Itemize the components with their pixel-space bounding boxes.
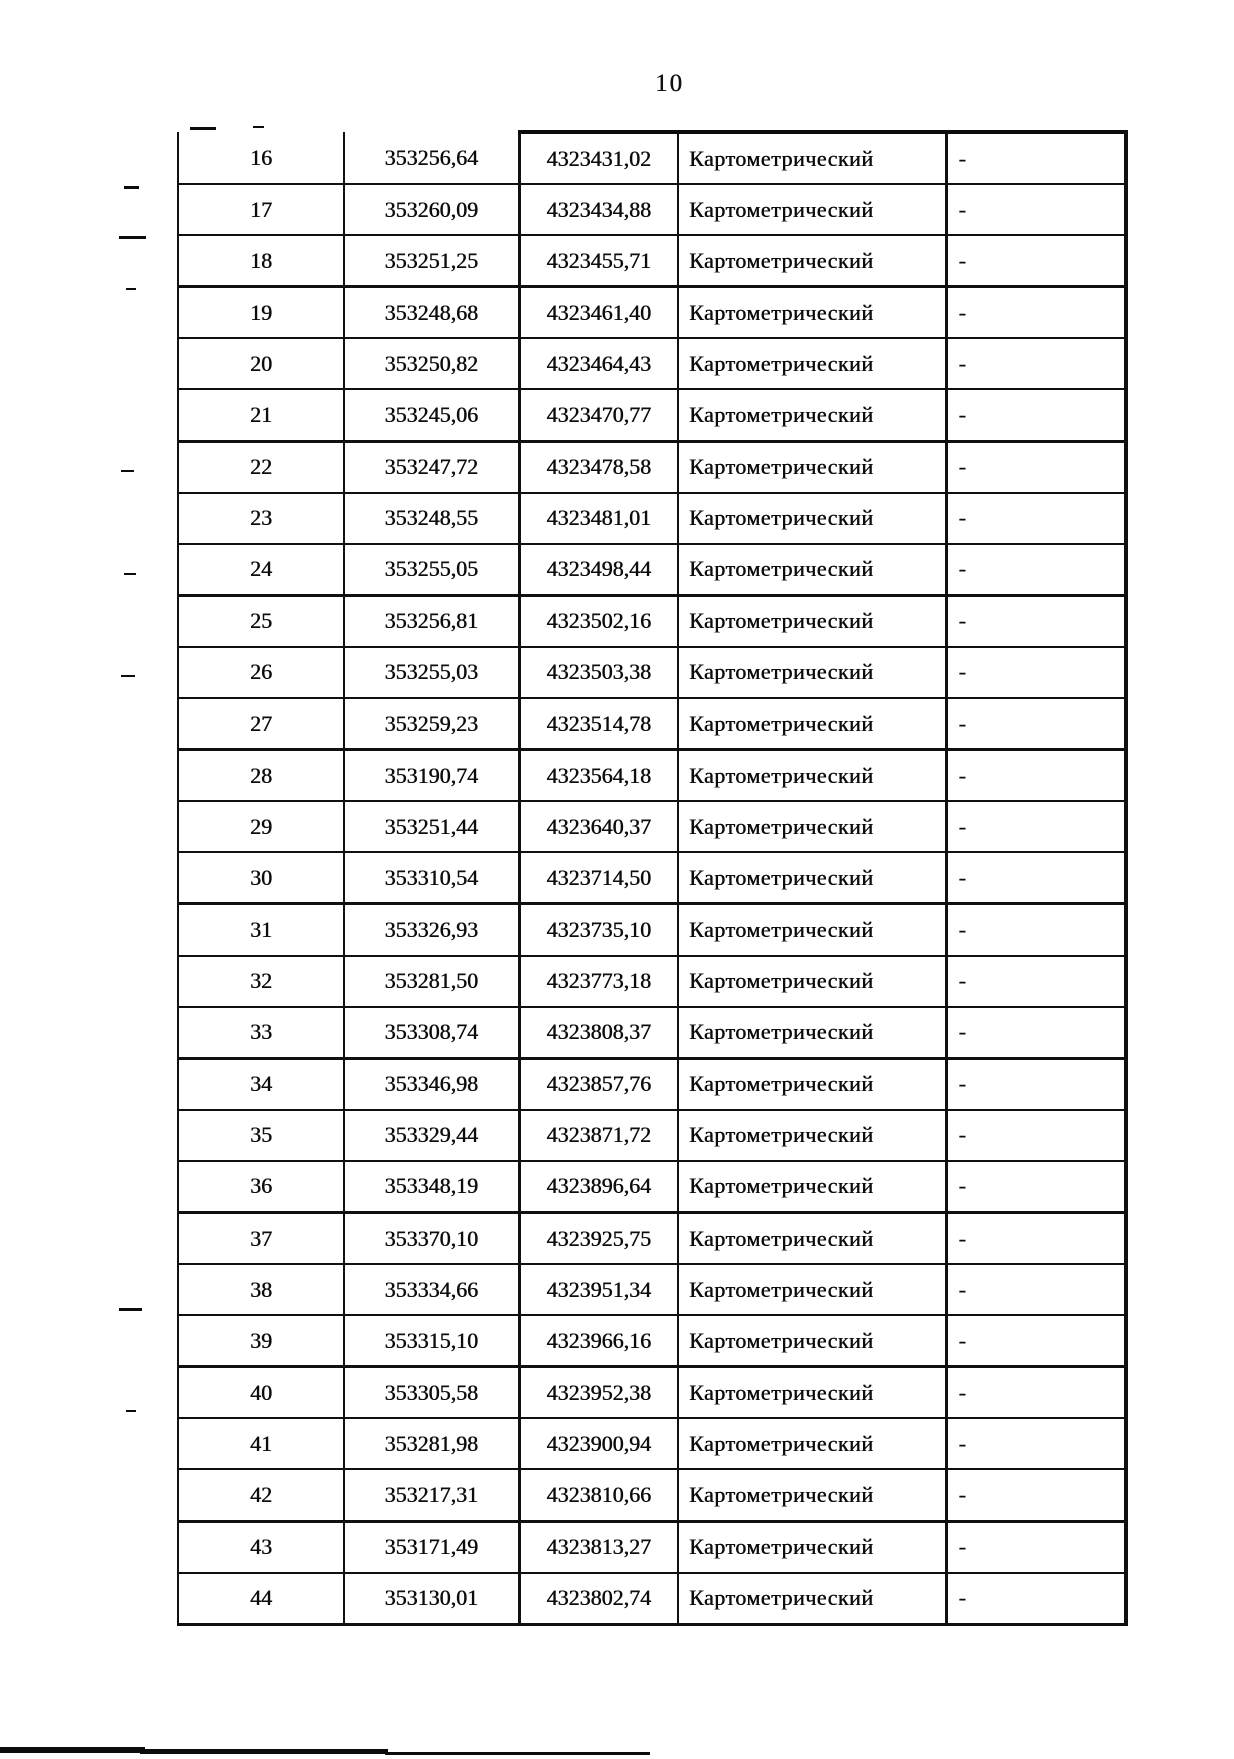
cell-y-coordinate: 4323564,18 [519, 750, 678, 802]
cell-x-coordinate: 353255,05 [344, 544, 519, 596]
cell-dash: - [946, 441, 1126, 493]
cell-x-coordinate: 353346,98 [344, 1058, 519, 1110]
table-row [178, 956, 1126, 1007]
cell-x-coordinate: 353248,55 [344, 493, 519, 544]
cell-method: Картометрический [678, 544, 946, 596]
cell-method: Картометрический [678, 132, 946, 184]
cell-dash: - [946, 647, 1126, 698]
cell-y-coordinate: 4323813,27 [519, 1521, 678, 1573]
cell-y-coordinate: 4323498,44 [519, 544, 678, 596]
cell-method: Картометрический [678, 1110, 946, 1161]
table-row [178, 1264, 1126, 1315]
cell-dash: - [946, 235, 1126, 287]
scan-artifact-line [121, 470, 134, 472]
cell-point-number: 29 [178, 801, 344, 852]
cell-dash: - [946, 1315, 1126, 1367]
cell-y-coordinate: 4323871,72 [519, 1110, 678, 1161]
cell-method: Картометрический [678, 338, 946, 389]
cell-dash: - [946, 1110, 1126, 1161]
cell-dash: - [946, 1264, 1126, 1315]
scan-artifact-line [119, 236, 146, 239]
table-row [178, 1367, 1126, 1419]
cell-x-coordinate: 353256,81 [344, 595, 519, 647]
cell-y-coordinate: 4323481,01 [519, 493, 678, 544]
table-row [178, 338, 1126, 389]
cell-method: Картометрический [678, 493, 946, 544]
cell-x-coordinate: 353281,50 [344, 956, 519, 1007]
table-row [178, 1161, 1126, 1213]
cell-x-coordinate: 353247,72 [344, 441, 519, 493]
cell-point-number: 28 [178, 750, 344, 802]
cell-dash: - [946, 904, 1126, 956]
cell-x-coordinate: 353348,19 [344, 1161, 519, 1213]
cell-y-coordinate: 4323802,74 [519, 1573, 678, 1625]
cell-x-coordinate: 353217,31 [344, 1469, 519, 1521]
cell-method: Картометрический [678, 1161, 946, 1213]
cell-y-coordinate: 4323808,37 [519, 1007, 678, 1059]
cell-dash: - [946, 1469, 1126, 1521]
cell-dash: - [946, 956, 1126, 1007]
cell-dash: - [946, 750, 1126, 802]
cell-x-coordinate: 353334,66 [344, 1264, 519, 1315]
cell-point-number: 40 [178, 1367, 344, 1419]
cell-y-coordinate: 4323773,18 [519, 956, 678, 1007]
cell-x-coordinate: 353245,06 [344, 389, 519, 441]
cell-dash: - [946, 338, 1126, 389]
cell-x-coordinate: 353251,25 [344, 235, 519, 287]
cell-point-number: 44 [178, 1573, 344, 1625]
cell-dash: - [946, 1521, 1126, 1573]
cell-y-coordinate: 4323640,37 [519, 801, 678, 852]
scan-artifact-line [126, 288, 136, 290]
cell-dash: - [946, 1007, 1126, 1059]
coords-table-body [178, 132, 1126, 1624]
cell-method: Картометрический [678, 647, 946, 698]
table-row [178, 904, 1126, 956]
table-row [178, 235, 1126, 287]
cell-y-coordinate: 4323470,77 [519, 389, 678, 441]
cell-dash: - [946, 1573, 1126, 1625]
cell-y-coordinate: 4323925,75 [519, 1212, 678, 1264]
cell-x-coordinate: 353130,01 [344, 1573, 519, 1625]
cell-method: Картометрический [678, 852, 946, 904]
cell-point-number: 20 [178, 338, 344, 389]
table-row [178, 389, 1126, 441]
cell-x-coordinate: 353305,58 [344, 1367, 519, 1419]
table-row [178, 287, 1126, 339]
cell-point-number: 19 [178, 287, 344, 339]
cell-method: Картометрический [678, 1521, 946, 1573]
cell-method: Картометрический [678, 1367, 946, 1419]
cell-point-number: 17 [178, 184, 344, 235]
table-row [178, 801, 1126, 852]
cell-dash: - [946, 544, 1126, 596]
cell-dash: - [946, 1418, 1126, 1469]
scan-artifact-line [190, 127, 216, 130]
cell-y-coordinate: 4323455,71 [519, 235, 678, 287]
table-row [178, 1418, 1126, 1469]
cell-point-number: 30 [178, 852, 344, 904]
cell-point-number: 43 [178, 1521, 344, 1573]
scan-artifact-line [253, 126, 264, 128]
cell-dash: - [946, 801, 1126, 852]
cell-dash: - [946, 389, 1126, 441]
table-row [178, 1315, 1126, 1367]
cell-method: Картометрический [678, 184, 946, 235]
cell-y-coordinate: 4323714,50 [519, 852, 678, 904]
cell-x-coordinate: 353251,44 [344, 801, 519, 852]
cell-y-coordinate: 4323857,76 [519, 1058, 678, 1110]
cell-point-number: 35 [178, 1110, 344, 1161]
table-row [178, 1058, 1126, 1110]
scan-artifact-line [126, 1410, 136, 1412]
cell-point-number: 16 [178, 132, 344, 184]
cell-y-coordinate: 4323478,58 [519, 441, 678, 493]
cell-y-coordinate: 4323810,66 [519, 1469, 678, 1521]
cell-y-coordinate: 4323735,10 [519, 904, 678, 956]
cell-method: Картометрический [678, 235, 946, 287]
table-row [178, 132, 1126, 184]
cell-point-number: 22 [178, 441, 344, 493]
cell-method: Картометрический [678, 1469, 946, 1521]
cell-dash: - [946, 1058, 1126, 1110]
cell-y-coordinate: 4323461,40 [519, 287, 678, 339]
cell-point-number: 24 [178, 544, 344, 596]
cell-dash: - [946, 184, 1126, 235]
cell-point-number: 36 [178, 1161, 344, 1213]
cell-x-coordinate: 353281,98 [344, 1418, 519, 1469]
table-row [178, 493, 1126, 544]
cell-x-coordinate: 353370,10 [344, 1212, 519, 1264]
table-row [178, 595, 1126, 647]
cell-method: Картометрический [678, 1212, 946, 1264]
cell-method: Картометрический [678, 956, 946, 1007]
table-row [178, 647, 1126, 698]
cell-dash: - [946, 852, 1126, 904]
table-row [178, 184, 1126, 235]
cell-y-coordinate: 4323896,64 [519, 1161, 678, 1213]
scan-smudge [385, 1752, 650, 1755]
cell-y-coordinate: 4323952,38 [519, 1367, 678, 1419]
scan-artifact-line [124, 573, 136, 575]
cell-dash: - [946, 595, 1126, 647]
cell-method: Картометрический [678, 389, 946, 441]
cell-point-number: 21 [178, 389, 344, 441]
scan-artifact-line [119, 1308, 142, 1311]
table-row [178, 1573, 1126, 1625]
cell-method: Картометрический [678, 287, 946, 339]
cell-point-number: 39 [178, 1315, 344, 1367]
cell-point-number: 25 [178, 595, 344, 647]
table-row [178, 441, 1126, 493]
cell-x-coordinate: 353259,23 [344, 698, 519, 750]
cell-point-number: 31 [178, 904, 344, 956]
cell-y-coordinate: 4323966,16 [519, 1315, 678, 1367]
cell-method: Картометрический [678, 750, 946, 802]
coordinates-table [177, 130, 1128, 1626]
cell-point-number: 34 [178, 1058, 344, 1110]
cell-point-number: 23 [178, 493, 344, 544]
cell-dash: - [946, 1212, 1126, 1264]
cell-y-coordinate: 4323502,16 [519, 595, 678, 647]
cell-point-number: 27 [178, 698, 344, 750]
cell-x-coordinate: 353255,03 [344, 647, 519, 698]
cell-x-coordinate: 353171,49 [344, 1521, 519, 1573]
table-row [178, 1110, 1126, 1161]
table-row [178, 750, 1126, 802]
cell-method: Картометрический [678, 801, 946, 852]
scan-smudge [140, 1749, 388, 1754]
table-row [178, 1521, 1126, 1573]
cell-y-coordinate: 4323431,02 [519, 132, 678, 184]
scan-artifact-line [121, 675, 135, 677]
cell-y-coordinate: 4323503,38 [519, 647, 678, 698]
cell-dash: - [946, 1161, 1126, 1213]
table-row [178, 1469, 1126, 1521]
cell-method: Картометрический [678, 595, 946, 647]
cell-method: Картометрический [678, 904, 946, 956]
cell-method: Картометрический [678, 698, 946, 750]
scan-smudge [0, 1747, 145, 1753]
cell-y-coordinate: 4323900,94 [519, 1418, 678, 1469]
table-row [178, 1212, 1126, 1264]
cell-x-coordinate: 353250,82 [344, 338, 519, 389]
table-row [178, 852, 1126, 904]
cell-point-number: 33 [178, 1007, 344, 1059]
cell-point-number: 37 [178, 1212, 344, 1264]
cell-dash: - [946, 493, 1126, 544]
cell-point-number: 26 [178, 647, 344, 698]
cell-x-coordinate: 353329,44 [344, 1110, 519, 1161]
cell-point-number: 42 [178, 1469, 344, 1521]
cell-x-coordinate: 353310,54 [344, 852, 519, 904]
cell-method: Картометрический [678, 1315, 946, 1367]
page-number: 10 [655, 70, 684, 97]
cell-y-coordinate: 4323514,78 [519, 698, 678, 750]
scan-artifact-line [124, 186, 139, 189]
table-row [178, 698, 1126, 750]
cell-y-coordinate: 4323951,34 [519, 1264, 678, 1315]
cell-method: Картометрический [678, 1573, 946, 1625]
cell-x-coordinate: 353260,09 [344, 184, 519, 235]
cell-x-coordinate: 353308,74 [344, 1007, 519, 1059]
cell-dash: - [946, 1367, 1126, 1419]
cell-method: Картометрический [678, 1264, 946, 1315]
cell-point-number: 41 [178, 1418, 344, 1469]
cell-y-coordinate: 4323464,43 [519, 338, 678, 389]
cell-method: Картометрический [678, 1418, 946, 1469]
cell-dash: - [946, 698, 1126, 750]
cell-point-number: 32 [178, 956, 344, 1007]
cell-x-coordinate: 353190,74 [344, 750, 519, 802]
cell-point-number: 18 [178, 235, 344, 287]
cell-x-coordinate: 353326,93 [344, 904, 519, 956]
cell-point-number: 38 [178, 1264, 344, 1315]
table-row [178, 544, 1126, 596]
cell-dash: - [946, 287, 1126, 339]
cell-x-coordinate: 353315,10 [344, 1315, 519, 1367]
cell-y-coordinate: 4323434,88 [519, 184, 678, 235]
cell-method: Картометрический [678, 1007, 946, 1059]
cell-x-coordinate: 353256,64 [344, 132, 519, 184]
table-row [178, 1007, 1126, 1059]
cell-method: Картометрический [678, 1058, 946, 1110]
cell-x-coordinate: 353248,68 [344, 287, 519, 339]
cell-dash: - [946, 132, 1126, 184]
cell-method: Картометрический [678, 441, 946, 493]
